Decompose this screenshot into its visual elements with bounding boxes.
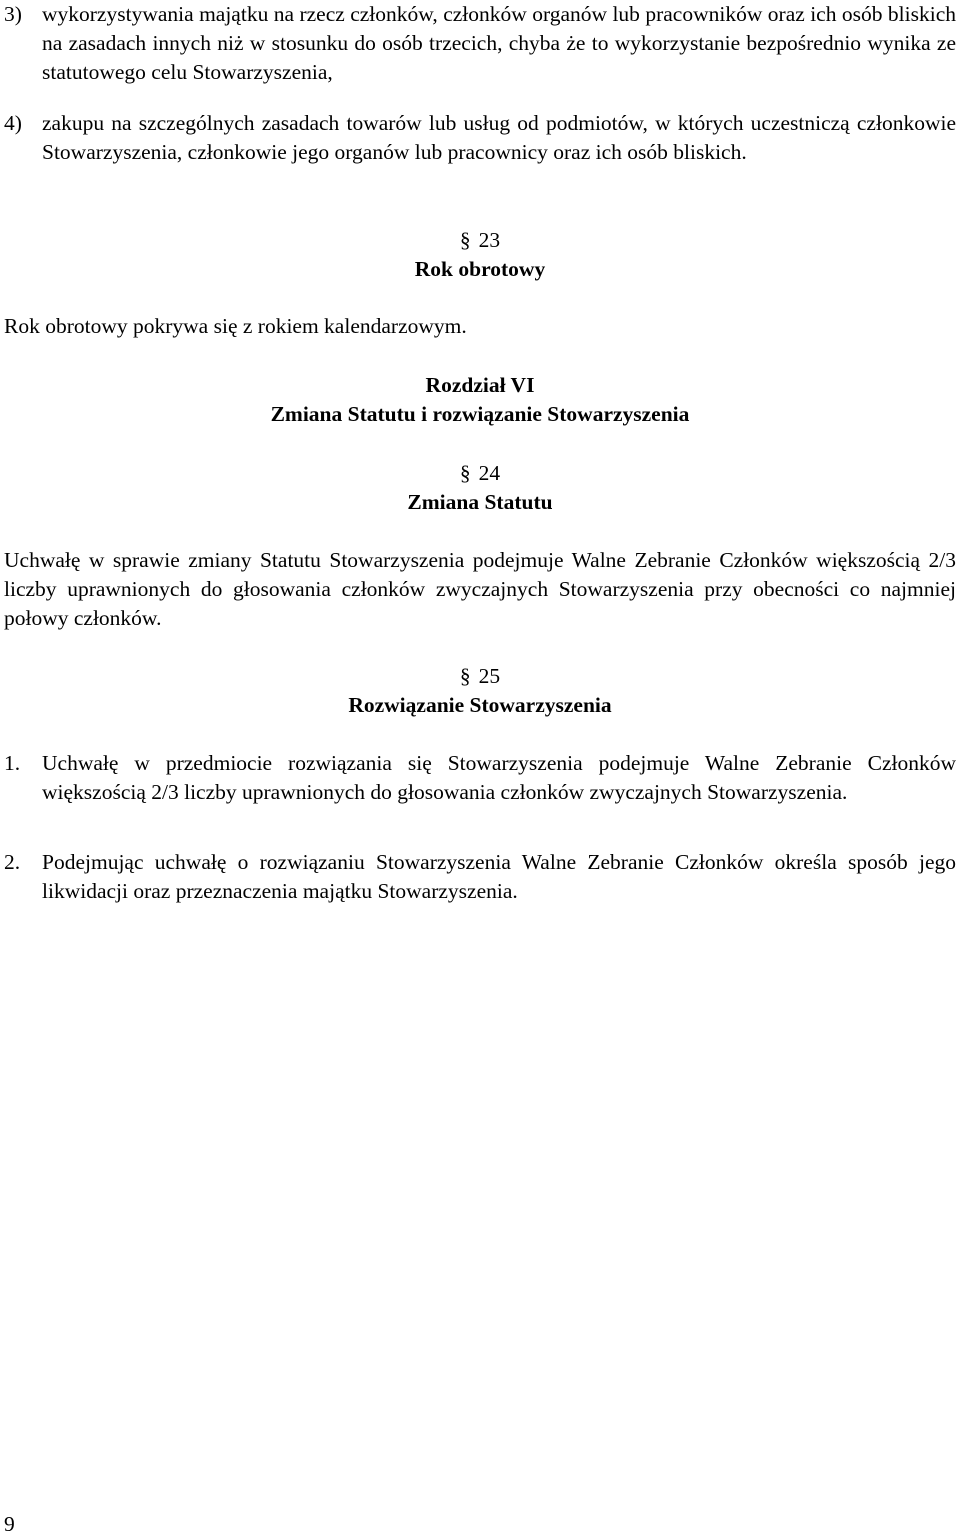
section-title-23: Rok obrotowy (414, 257, 546, 281)
section-title-24: Zmiana Statutu (407, 490, 553, 514)
list-item-number: 1. (4, 751, 21, 775)
section-symbol: § (459, 664, 471, 688)
section-title-25: Rozwiązanie Stowarzyszenia (348, 693, 612, 717)
section-number-23: § 23 (0, 226, 960, 255)
page-number: 9 (4, 1512, 15, 1536)
list-item-number: 4) (4, 111, 22, 135)
chapter-label: Rozdział VI (425, 373, 535, 397)
list-item (4, 749, 956, 807)
list-item (4, 109, 956, 167)
list-item-text: zakupu na szczególnych zasadach towarów lub usług od podmiotów, w których uczestniczą członkowie Stowarzyszenia, członkowie jego organów lub pracownicy oraz ich osób bliskich. (42, 111, 956, 164)
list-item-text: Uchwałę w przedmiocie rozwiązania się Stowarzyszenia podejmuje Walne Zebranie Członków większością 2/3 liczby uprawnionych do głosowania członków zwyczajnych Stowarzyszenia. (42, 751, 956, 804)
list-item-text: Podejmując uchwałę o rozwiązaniu Stowarzyszenia Walne Zebranie Członków określa sposób jego likwidacji oraz przeznaczenia majątku Stowarzyszenia. (42, 850, 956, 903)
list-item-number: 3) (4, 2, 22, 26)
section-number-25: § 25 (0, 662, 960, 691)
section-paragraph-24: Uchwałę w sprawie zmiany Statutu Stowarzyszenia podejmuje Walne Zebranie Członków większością 2/3 liczby uprawnionych do głosowania członków zwyczajnych Stowarzyszenia przy obecności co najmniej połowy członków. (4, 548, 956, 630)
chapter-title: Zmiana Statutu i rozwiązanie Stowarzyszenia (270, 402, 690, 426)
list-item-text: wykorzystywania majątku na rzecz członków, członków organów lub pracowników oraz ich osób bliskich na zasadach innych niż w stosunku do osób trzecich, chyba że to wykorzystanie bezpośrednio wynika ze statutowego celu Stowarzyszenia, (42, 2, 956, 84)
section-symbol: § (459, 228, 471, 252)
list-item (4, 848, 956, 906)
section-symbol: § (459, 461, 471, 485)
list-item-number: 2. (4, 850, 21, 874)
section-paragraph-23: Rok obrotowy pokrywa się z rokiem kalendarzowym. (4, 314, 467, 338)
section-number-24: § 24 (0, 459, 960, 488)
list-item (4, 0, 956, 87)
